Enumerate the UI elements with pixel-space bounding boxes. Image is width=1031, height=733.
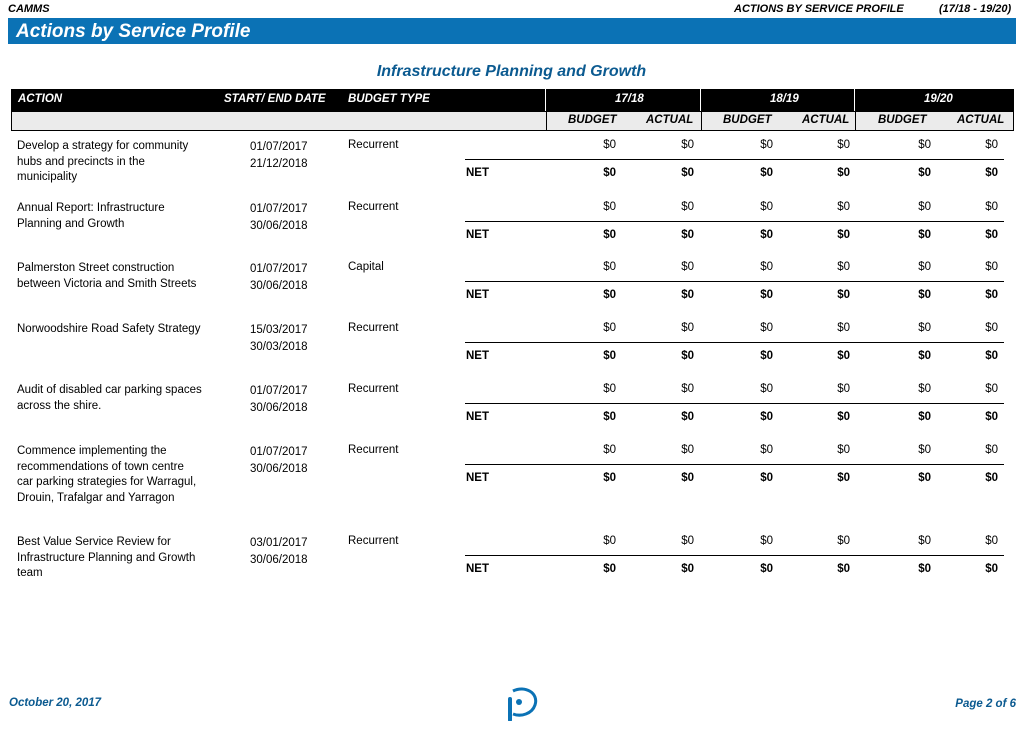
- budget-value: $0: [760, 383, 773, 395]
- budget-value: $0: [918, 444, 931, 456]
- action-dates: [250, 383, 308, 417]
- net-label: NET: [466, 167, 489, 179]
- report-banner: Actions by Service Profile: [8, 18, 1016, 44]
- net-value: $0: [985, 350, 998, 362]
- budget-type: Recurrent: [348, 383, 399, 395]
- budget-subheader: BUDGET: [723, 114, 772, 126]
- budget-type: Recurrent: [348, 322, 399, 334]
- action-name: Develop a strategy for community hubs and precincts in the municipality: [17, 140, 189, 183]
- footer-date: October 20, 2017: [9, 697, 102, 709]
- start-date: 01/07/2017: [250, 203, 308, 215]
- net-value: $0: [681, 289, 694, 301]
- budget-value: $0: [681, 201, 694, 213]
- budget-type: Recurrent: [348, 535, 399, 547]
- year-header: 19/20: [924, 93, 953, 105]
- budget-value: $0: [918, 261, 931, 273]
- net-value: $0: [603, 229, 616, 241]
- budget-value: $0: [918, 535, 931, 547]
- col-action-header: ACTION: [18, 93, 63, 105]
- col-budget-type-header: BUDGET TYPE: [348, 93, 430, 105]
- start-date: 01/07/2017: [250, 141, 308, 153]
- row-divider: [465, 555, 1004, 556]
- end-date: 21/12/2018: [250, 158, 308, 170]
- actual-subheader: ACTUAL: [646, 114, 694, 126]
- net-label: NET: [466, 229, 489, 241]
- net-value: $0: [681, 229, 694, 241]
- budget-value: $0: [603, 139, 616, 151]
- action-dates: [250, 139, 308, 173]
- net-label: NET: [466, 472, 489, 484]
- net-value: $0: [918, 472, 931, 484]
- start-date: 15/03/2017: [250, 324, 308, 336]
- net-value: $0: [681, 411, 694, 423]
- net-value: $0: [837, 563, 850, 575]
- net-value: $0: [681, 167, 694, 179]
- row-divider: [465, 281, 1004, 282]
- page-number: Page 2 of 6: [955, 698, 1016, 710]
- budget-value: $0: [918, 383, 931, 395]
- net-value: $0: [760, 563, 773, 575]
- net-value: $0: [837, 472, 850, 484]
- net-value: $0: [760, 472, 773, 484]
- budget-value: $0: [985, 139, 998, 151]
- net-value: $0: [681, 563, 694, 575]
- budget-value: $0: [603, 535, 616, 547]
- net-value: $0: [681, 472, 694, 484]
- budget-value: $0: [918, 139, 931, 151]
- year-header: 17/18: [615, 93, 644, 105]
- net-value: $0: [603, 167, 616, 179]
- net-value: $0: [985, 289, 998, 301]
- budget-value: $0: [603, 383, 616, 395]
- budget-value: $0: [681, 261, 694, 273]
- net-value: $0: [918, 229, 931, 241]
- budget-type: Recurrent: [348, 201, 399, 213]
- budget-subheader: BUDGET: [878, 114, 927, 126]
- budget-value: $0: [681, 322, 694, 334]
- budget-value: $0: [837, 383, 850, 395]
- budget-value: $0: [985, 444, 998, 456]
- net-value: $0: [918, 289, 931, 301]
- end-date: 30/06/2018: [250, 463, 308, 475]
- action-dates: [250, 535, 308, 569]
- end-date: 30/06/2018: [250, 220, 308, 232]
- budget-value: $0: [837, 444, 850, 456]
- net-value: $0: [603, 350, 616, 362]
- table-header-sub: [11, 111, 1014, 131]
- budget-value: $0: [760, 535, 773, 547]
- actual-subheader: ACTUAL: [957, 114, 1005, 126]
- net-label: NET: [466, 563, 489, 575]
- budget-value: $0: [681, 444, 694, 456]
- start-date: 03/01/2017: [250, 537, 308, 549]
- budget-value: $0: [681, 535, 694, 547]
- net-value: $0: [918, 350, 931, 362]
- net-value: $0: [985, 472, 998, 484]
- net-value: $0: [985, 167, 998, 179]
- net-value: $0: [681, 350, 694, 362]
- period-range: (17/18 - 19/20): [939, 3, 1012, 15]
- net-value: $0: [603, 289, 616, 301]
- action-name: Annual Report: Infrastructure Planning and Growth: [17, 202, 165, 230]
- net-value: $0: [760, 350, 773, 362]
- net-value: $0: [918, 563, 931, 575]
- net-label: NET: [466, 411, 489, 423]
- end-date: 30/06/2018: [250, 554, 308, 566]
- budget-value: $0: [603, 201, 616, 213]
- top-header-line: [8, 3, 1015, 17]
- budget-value: $0: [985, 322, 998, 334]
- row-divider: [465, 159, 1004, 160]
- budget-value: $0: [837, 322, 850, 334]
- budget-value: $0: [985, 261, 998, 273]
- net-value: $0: [760, 411, 773, 423]
- action-name: Audit of disabled car parking spaces across the shire.: [17, 384, 202, 412]
- action-dates: [250, 322, 308, 356]
- table-header-main: [11, 89, 1014, 111]
- action-dates: [250, 201, 308, 235]
- camms-logo-icon: [499, 687, 539, 721]
- budget-value: $0: [603, 322, 616, 334]
- action-name: Best Value Service Review for Infrastructure Planning and Growth team: [17, 536, 196, 579]
- budget-value: $0: [918, 201, 931, 213]
- net-value: $0: [918, 167, 931, 179]
- start-date: 01/07/2017: [250, 446, 308, 458]
- net-value: $0: [760, 289, 773, 301]
- net-value: $0: [985, 229, 998, 241]
- budget-value: $0: [918, 322, 931, 334]
- brand-label: CAMMS: [8, 3, 50, 15]
- action-dates: [250, 444, 308, 478]
- budget-value: $0: [837, 261, 850, 273]
- row-divider: [465, 342, 1004, 343]
- net-value: $0: [837, 229, 850, 241]
- net-value: $0: [760, 167, 773, 179]
- budget-value: $0: [837, 535, 850, 547]
- budget-value: $0: [603, 444, 616, 456]
- budget-value: $0: [681, 383, 694, 395]
- end-date: 30/03/2018: [250, 341, 308, 353]
- budget-value: $0: [603, 261, 616, 273]
- report-title: ACTIONS BY SERVICE PROFILE: [734, 3, 904, 15]
- budget-value: $0: [760, 322, 773, 334]
- budget-value: $0: [985, 383, 998, 395]
- section-title: Infrastructure Planning and Growth: [376, 63, 647, 80]
- start-date: 01/07/2017: [250, 263, 308, 275]
- action-name: Commence implementing the recommendations of town centre car parking strategies for Warragul, Drouin, Trafalgar and Yarragon: [17, 445, 197, 504]
- budget-value: $0: [985, 201, 998, 213]
- col-dates-header: START/ END DATE: [224, 93, 326, 105]
- row-divider: [465, 221, 1004, 222]
- end-date: 30/06/2018: [250, 280, 308, 292]
- net-value: $0: [603, 472, 616, 484]
- budget-type: Capital: [348, 261, 384, 273]
- net-label: NET: [466, 350, 489, 362]
- row-divider: [465, 403, 1004, 404]
- budget-type: Recurrent: [348, 139, 399, 151]
- end-date: 30/06/2018: [250, 402, 308, 414]
- net-label: NET: [466, 289, 489, 301]
- net-value: $0: [603, 411, 616, 423]
- net-value: $0: [837, 289, 850, 301]
- net-value: $0: [985, 411, 998, 423]
- net-value: $0: [760, 229, 773, 241]
- start-date: 01/07/2017: [250, 385, 308, 397]
- budget-subheader: BUDGET: [568, 114, 617, 126]
- budget-value: $0: [760, 201, 773, 213]
- action-name: Palmerston Street construction between Victoria and Smith Streets: [17, 262, 197, 290]
- net-value: $0: [837, 411, 850, 423]
- budget-type: Recurrent: [348, 444, 399, 456]
- budget-value: $0: [760, 139, 773, 151]
- net-value: $0: [603, 563, 616, 575]
- net-value: $0: [837, 350, 850, 362]
- net-value: $0: [918, 411, 931, 423]
- row-divider: [465, 464, 1004, 465]
- net-value: $0: [985, 563, 998, 575]
- action-name: Norwoodshire Road Safety Strategy: [17, 323, 201, 335]
- budget-value: $0: [985, 535, 998, 547]
- budget-value: $0: [837, 201, 850, 213]
- budget-value: $0: [837, 139, 850, 151]
- net-value: $0: [837, 167, 850, 179]
- year-header: 18/19: [770, 93, 799, 105]
- budget-value: $0: [760, 444, 773, 456]
- action-dates: [250, 261, 308, 295]
- actual-subheader: ACTUAL: [802, 114, 850, 126]
- budget-value: $0: [760, 261, 773, 273]
- budget-value: $0: [681, 139, 694, 151]
